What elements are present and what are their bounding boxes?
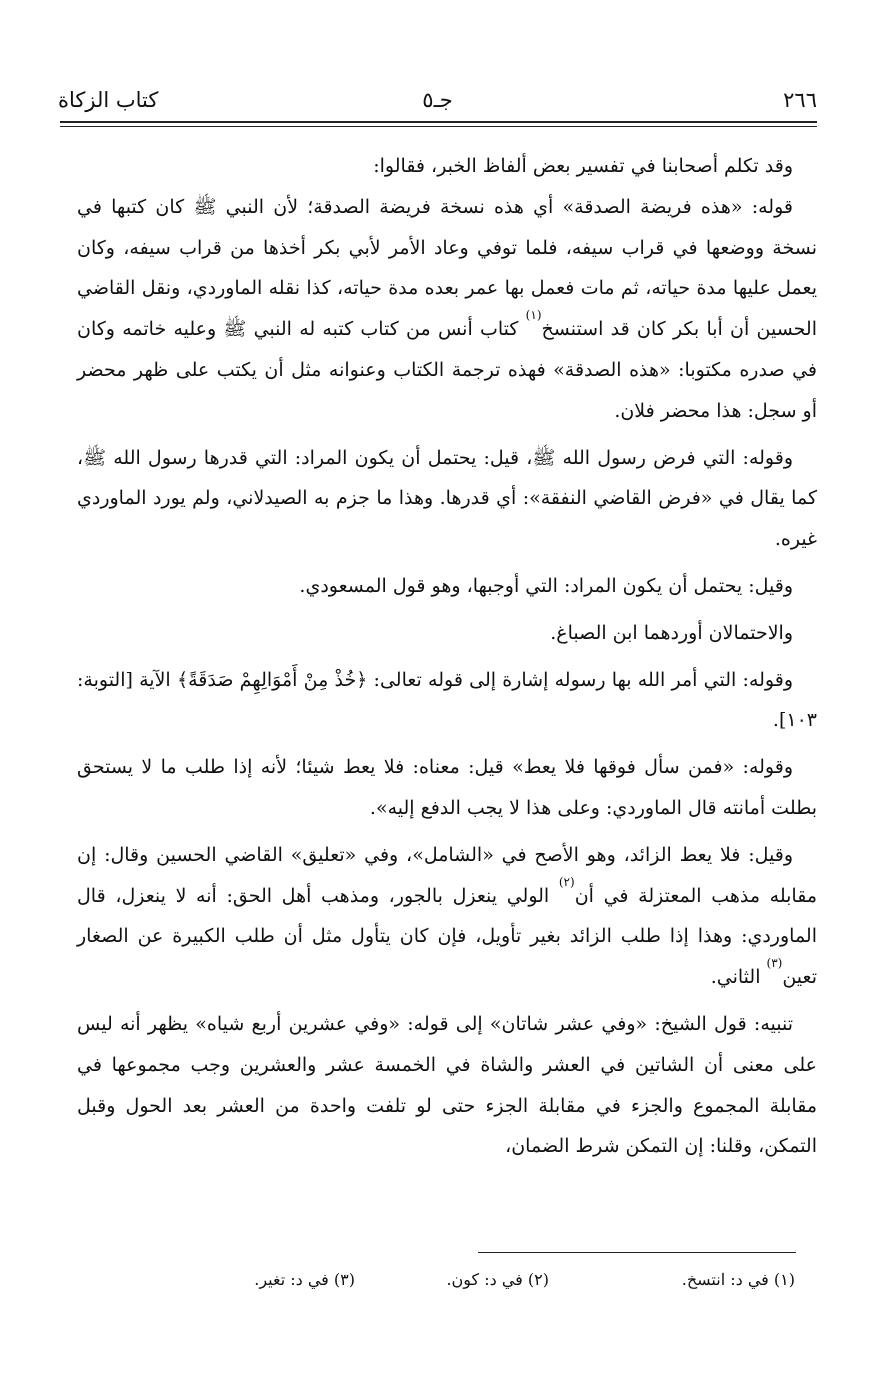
paragraph (77, 660, 817, 742)
paragraph (77, 187, 817, 432)
footnote-ref: (٣) (766, 956, 783, 971)
paragraph: وقوله: «فمن سأل فوقها فلا يعط» قيل: معناه: فلا يعط شيئا؛ لأنه إذا طلب ما لا يستحق بطلت أمانته قال الماوردي: وعلى هذا لا يجب الدفع إليه». (77, 756, 817, 819)
footnote-ref: (٢) (558, 874, 575, 889)
main-text (77, 146, 817, 1167)
volume-label: جـ٥ (422, 88, 453, 112)
paragraph-text: الثاني. (710, 966, 767, 989)
book-title: كتاب الزكاة (58, 88, 159, 112)
footnote-rule (478, 1252, 796, 1253)
paragraph-text: الولي ينعزل بالجور، ومذهب أهل الحق: أنه لا ينعزل، قال الماوردي: وهذا إذا طلب الزائد بغير تأويل، فإن كان يتأول مثل أن طلب الكبيرة عن الصغار تعين (77, 884, 817, 989)
footnote-2: (٢) في د: كون. (446, 1270, 549, 1289)
paragraph (77, 835, 817, 998)
header-rule (60, 121, 817, 123)
footnote-1: (١) في د: انتسخ. (681, 1270, 795, 1289)
paragraph: والاحتمالان أوردهما ابن الصباغ. (550, 621, 793, 644)
footnote-3: (٣) في د: تغير. (254, 1270, 355, 1289)
paragraph: وقوله: التي فرض رسول الله ﷺ، قيل: يحتمل أن يكون المراد: التي قدرها رسول الله ﷺ، كما يقال في «فرض القاضي النفقة»: أي قدرها. وهذا ما جزم به الصيدلاني، ولم يورد الماوردي غيره. (77, 446, 817, 551)
paragraph-text: الآية [التوبة: ١٠٣]. (77, 668, 817, 732)
paragraph-text: كتاب أنس من كتاب كتبه له النبي ﷺ وعليه خاتمه وكان في صدره مكتوبا: «هذه الصدقة» فهذه ترجمة الكتاب وعنوانه مثل أن يكتب على ظهر محضر أو سجل: هذا محضر فلان. (77, 318, 817, 422)
paragraph-text: وقيل: فلا يعط الزائد، وهو الأصح في «الشامل»، وفي «تعليق» القاضي الحسين وقال: إن مقابله مذهب المعتزلة في أن (77, 843, 818, 907)
quran-verse: ﴿خُذْ مِنْ أَمْوَالِهِمْ صَدَقَةً﴾ (176, 668, 368, 691)
paragraph: وقيل: يحتمل أن يكون المراد: التي أوجبها، وهو قول المسعودي. (299, 574, 793, 597)
page-header (58, 83, 817, 117)
footnote-ref: (١) (525, 308, 542, 323)
header-rule-thin (60, 126, 817, 127)
page-number: ٢٦٦ (783, 88, 817, 112)
paragraph: تنبيه: قول الشيخ: «وفي عشر شاتان» إلى قوله: «وفي عشرين أربع شياه» يظهر أنه ليس على معنى أن الشاتين في العشر والشاة في الخمسة عشر والعشرين وجب مجموعها في مقابلة المجموع والجزء في مقابلة الجزء حتى لو تلفت واحدة من العشر بعد الحول وقبل التمكن، وقلنا: إن التمكن شرط الضمان، (77, 1012, 817, 1158)
paragraph-text: قوله: «هذه فريضة الصدقة» أي هذه نسخة فريضة الصدقة؛ لأن النبي ﷺ كان كتبها في نسخة ووضعها في قراب سيفه، فلما توفي وعاد الأمر لأبي بكر أخذها من قراب سيفه، وكان يعمل عليها مدة حياته، ثم مات فعمل بها عمر بعده مدة حياته، كذا نقله الماوردي، ونقل القاضي الحسين أن أبا بكر كان قد استنسخ (77, 195, 817, 341)
paragraph: وقد تكلم أصحابنا في تفسير بعض ألفاظ الخبر، فقالوا: (373, 155, 793, 177)
paragraph-text: وقوله: التي أمر الله بها رسوله إشارة إلى قوله تعالى: (367, 668, 793, 691)
